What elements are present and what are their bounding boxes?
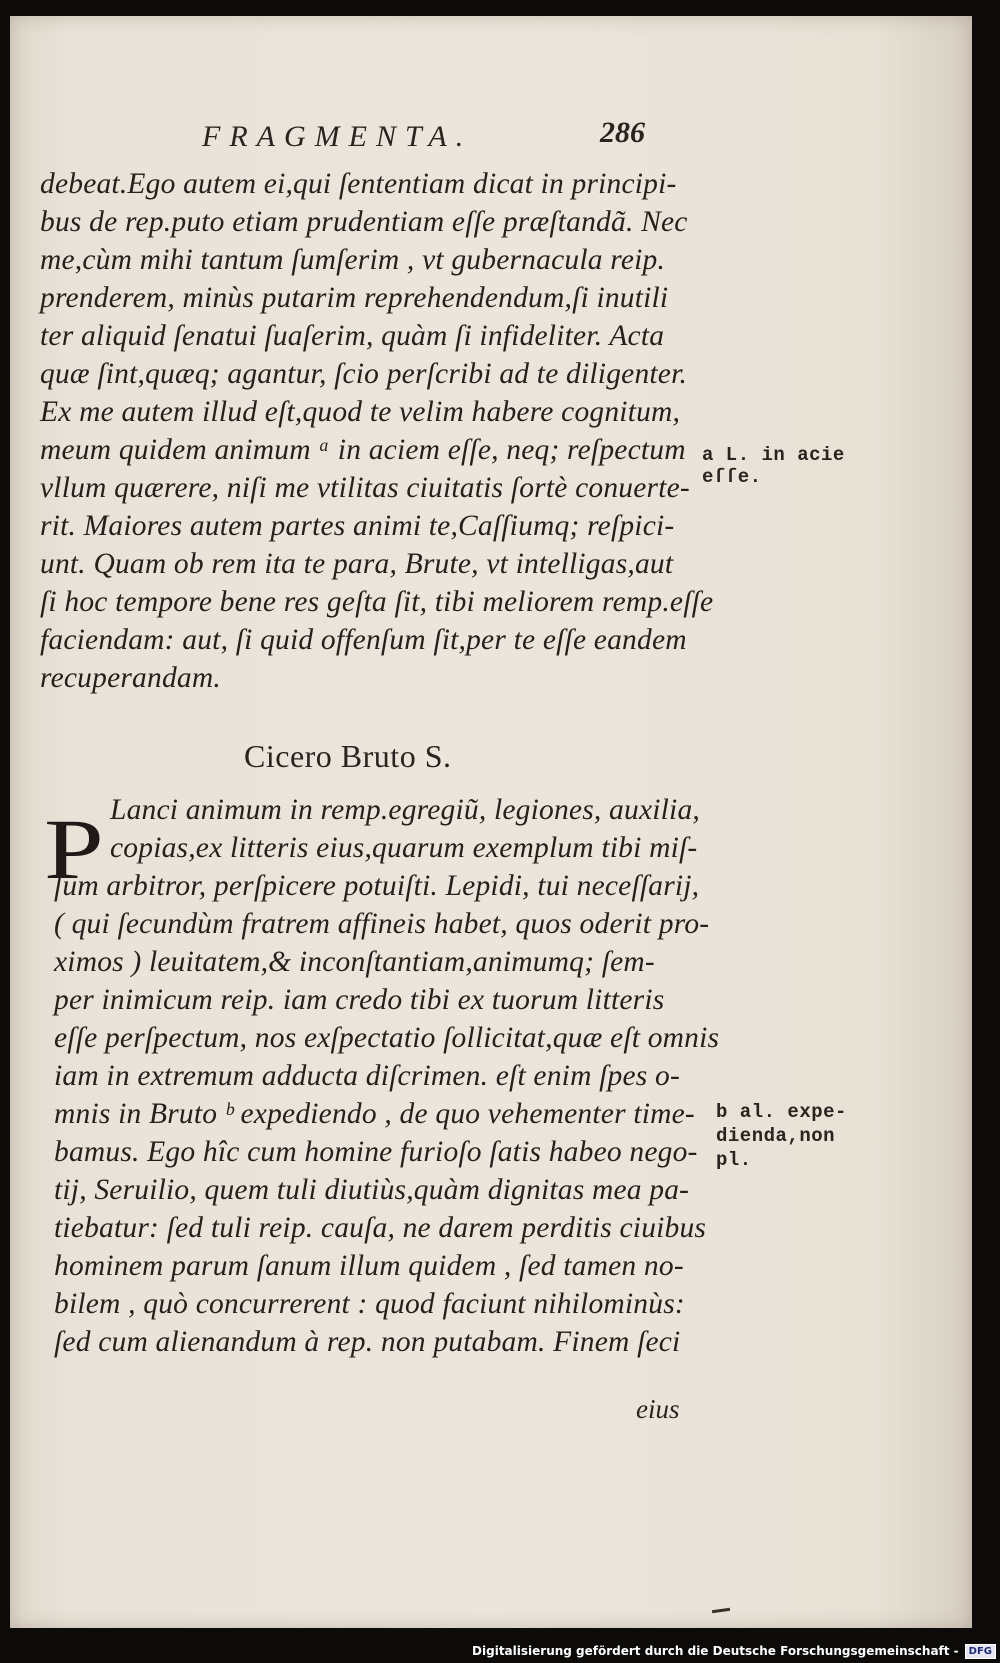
- marginal-note-a: [702, 444, 845, 488]
- text-line: ſi hoc tempore bene res geſta ſit, tibi meliorem remp.eſſe: [40, 586, 714, 618]
- note-line: a L. in acie: [702, 444, 845, 466]
- text-line: meum quidem animum ᵃ in aciem eſſe, neq; reſpectum: [40, 434, 686, 466]
- footer-credit: Digitalisierung gefördert durch die Deutsche Forschungsgemeinschaft -: [472, 1644, 959, 1658]
- text-line: bilem , quò concurrerent : quod faciunt nihilominùs:: [54, 1288, 685, 1320]
- text-line: per inimicum reip. iam credo tibi ex tuorum litteris: [54, 984, 665, 1016]
- text-line: tiebatur: ſed tuli reip. cauſa, ne darem perditis ciuibus: [54, 1212, 707, 1244]
- dfg-logo: DFG: [965, 1644, 996, 1659]
- text-line: eſſe perſpectum, nos exſpectatio ſollicitat,quæ eſt omnis: [54, 1022, 720, 1054]
- text-line: bus de rep.puto etiam prudentiam eſſe præſtandã. Nec: [40, 206, 688, 238]
- ink-mark: [712, 1608, 730, 1613]
- text-line: debeat.Ego autem ei,qui ſententiam dicat in principi-: [40, 168, 677, 200]
- running-head-title: FRAGMENTA.: [202, 120, 473, 153]
- text-line: me,cùm mihi tantum ſumſerim , vt gubernacula reip.: [40, 244, 666, 276]
- text-line: rit. Maiores autem partes animi te,Caſſiumq; reſpici-: [40, 510, 675, 542]
- text-line: ter aliquid ſenatui ſuaſerim, quàm ſi infideliter. Acta: [40, 320, 665, 352]
- page-number: 286: [600, 116, 645, 149]
- text-line: vllum quærere, niſi me vtilitas ciuitatis ſortè conuerte-: [40, 472, 690, 504]
- letter-heading: Cicero Bruto S.: [244, 738, 452, 774]
- text-line: ximos ) leuitatem,& inconſtantiam,animumq; ſem-: [54, 946, 655, 978]
- text-line: Lanci animum in remp.egregiũ, legiones, auxilia,: [110, 794, 700, 826]
- note-line: pl.: [716, 1149, 752, 1171]
- text-line: Ex me autem illud eſt,quod te velim habere cognitum,: [40, 396, 681, 428]
- text-line: faciendam: aut, ſi quid offenſum ſit,per te eſſe eandem: [40, 624, 687, 656]
- text-line: hominem parum ſanum illum quidem , ſed tamen no-: [54, 1250, 684, 1282]
- text-line: quæ ſint,quæq; agantur, ſcio perſcribi ad te diligenter.: [40, 358, 688, 390]
- text-line: prenderem, minùs putarim reprehendendum,ſi inutili: [40, 282, 669, 314]
- text-line: bamus. Ego hîc cum homine furioſo ſatis habeo nego-: [54, 1136, 698, 1168]
- text-line: ſum arbitror, perſpicere potuiſti. Lepidi, tui neceſſarij,: [54, 870, 700, 902]
- text-line: tij, Seruilio, quem tuli diutiùs,quàm dignitas mea pa-: [54, 1174, 690, 1206]
- note-line: eſſe.: [702, 466, 762, 488]
- text-line: mnis in Bruto ᵇ expediendo , de quo vehementer time-: [54, 1098, 695, 1130]
- text-line: unt. Quam ob rem ita te para, Brute, vt intelligas,aut: [40, 548, 674, 580]
- catchword: eius: [636, 1394, 680, 1424]
- text-line: ( qui ſecundùm fratrem affineis habet, quos oderit pro-: [54, 908, 710, 940]
- drop-cap: P: [44, 801, 104, 897]
- running-head: [10, 116, 972, 160]
- text-line: recuperandam.: [40, 662, 221, 694]
- book-page: [10, 16, 972, 1628]
- note-line: b al. expe-: [716, 1101, 847, 1123]
- text-line: ſed cum alienandum à rep. non putabam. Finem ſeci: [54, 1326, 681, 1358]
- note-line: dienda,non: [716, 1125, 836, 1147]
- marginal-note-b: [716, 1100, 847, 1172]
- text-line: iam in extremum adducta diſcrimen. eſt enim ſpes o-: [54, 1060, 681, 1092]
- text-line: copias,ex litteris eius,quarum exemplum tibi miſ-: [110, 832, 698, 864]
- digitization-footer: [472, 1639, 996, 1663]
